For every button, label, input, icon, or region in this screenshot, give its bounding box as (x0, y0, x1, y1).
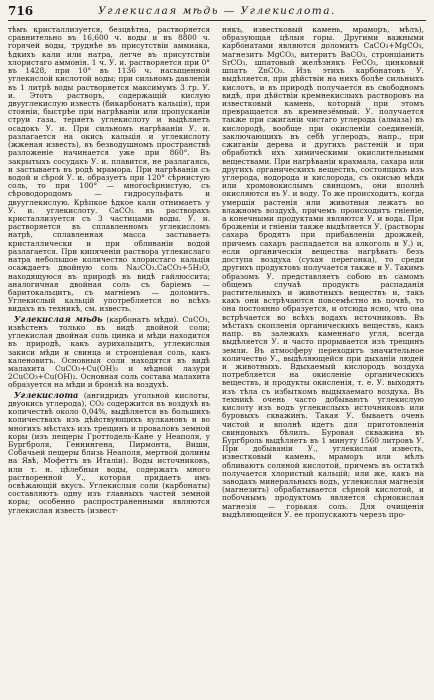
entry-carbonic-acid-continued: някъ, известковый камень, мраморъ, мѣлъ), образующая цѣлыя горы. Другими важными карбонатами являются доломитъ CaCO₃+MgCO₃, магнезитъ MgCO₃, витеритъ BaCO₃, стронціанитъ SrCO₃, шпатовый желѣзнякъ FeCO₃, цинковый шпатъ ZnCO₃. Изъ этихъ карбонатовъ У. выдѣляется, при дѣйствіи на нихъ болѣе сильныхъ кислотъ, и въ природѣ получается въ свободномъ видѣ, при дѣйствіи кремнекислыхъ растворовъ на известковый камень, который при этомъ превращается въ кремнезёмный. У. получается также при сжиганіи чистаго углерода (алмаза) въ кислородѣ, вообще при окисленіи соединеній, заключающихъ въ себѣ углеродъ, напр., при сжиганіи дерева и другихъ растеній и при обработкѣ ихъ химическими окислительными веществами. При нагрѣваніи крахмала, сахара или другихъ органическихъ веществъ, состоящихъ изъ углерода, водорода и кислорода, съ окисью мѣди или хромовокислымъ свинцомъ, они вполнѣ окисляются въ У. и воду. То же происходитъ, когда умершія растенія или животныя лежатъ во влажномъ воздухѣ, причемъ происходитъ гніеніе, а конечными продуктами являются У. и вода. При броженіи и гніеніи также выдѣляется У. (растворы сахара бродятъ при прибавленіи дрожжей, причемъ сахаръ распадается на алкоголь и У.) и, если органическія вещества нагрѣвать безъ доступа воздуха (сухая перегонка), то среди другихъ продуктовъ получается также и У. Такимъ образомъ У. представляетъ собою въ самомъ общемъ случаѣ продуктъ распаданія растительныхъ и животныхъ веществъ и, такъ какъ они встрѣчаются повсемѣстно въ почвѣ, то она постоянно образуется, и отсюда ясно, что она встрѣчается во всѣхъ водахъ источниковъ. Въ мѣстахъ скопленія органическихъ веществъ, какъ напр. въ залежахъ каменнаго угля, всегда выдѣляется У. и часто прорывается изъ трещинъ земли. Въ атмосферу переходитъ значительное количество У., выдѣляющейся при дыханіи людей и животныхъ. Вдыхаемый кислородъ воздуха потребляется на окисленіе органическихъ веществъ, и продукты окисленія, т. е. У. выходятъ изъ тѣла съ избыткомъ выдыхаемаго воздуха. Въ техникѣ очень часто добываютъ углекислую кислоту изъ водъ углекислыхъ источниковъ или буровыхъ скважинъ. Такая У. бываетъ очень чистой и вполнѣ идетъ для приготовленія свинцовыхъ бѣлилъ. Буровая скважина въ Бургброль выдѣляетъ въ 1 минуту 1560 литровъ У. При добываніи У., углекислая известь, известковый камень, мраморъ или мѣлъ обливаютъ соляной кислотой, причемъ въ остаткѣ получается хлористый кальцій; или же, какъ на заводахъ минеральныхъ водъ, углекислая магнезія (магнезитъ) обрабатывается сѣрной кислотой, и побочнымъ продуктомъ является сѣрнокислая магнезія — горькая соль. Для очищенія выдѣляющейся У. ее пропускаютъ черезъ про- (222, 26, 424, 519)
right-column (222, 26, 424, 694)
entry-copper-carbonate (8, 315, 210, 390)
entry-carbonic-acid-body: (ангидридъ угольной кислоты, двуокись углерода), CO₂ содержится въ воздухѣ въ количествѣ около 0,04%, выдѣляется въ большихъ количествахъ изъ дѣйствующихъ вулкановъ и во многихъ мѣстахъ изъ трещинъ и проваловъ земной коры (изъ пещеры Гроттодель-Кане у Неаполя, у Бургброля, Геннингена, Пирмонта, Виши, Собачьей пещеры близь Неаполя, мертвой долины на Явѣ, Мофеттъ въ Италіи). Воды источниковъ, или т. н. цѣлебныя воды, содержатъ много растворенной У., которая придаетъ имъ освѣжающій вкусъ. Углекислыя соли (карбонаты) составляютъ одну изъ главныхъ частей земной коры; особенно распространенными являются углекислая известь (извест- (8, 390, 210, 515)
entry-carbonic-acid (8, 391, 210, 515)
page-header (8, 4, 426, 20)
entry-calcium-carbonate-continued: тѣмъ кристаллизуется, безцвѣтна, растворяется сравнительно въ 16,600 ч. воды и въ 8800 ч. горячей воды, труднѣе въ присутствіи аммиака, ѣдкихъ кали или натра, легче въ присутствіи хлористаго аммонія. 1 ч. У. и. растворяется при 0° въ 1428, при 10° въ 1136 ч. насыщенной углекислой кислотой воды; при сильномъ давленіи въ 1 литрѣ воды растворяется максимумъ 3 гр. У. и. Этотъ растворъ, содержащій кислую двууглекислую известь (бикарбонатъ кальція), при стояніи, быстрѣе при нагрѣваніи или пропусканіи струи газа, теряетъ углекислоту и выдѣляетъ осадокъ У. и. При сильномъ нагрѣваніи У. и. разлагается на окись кальція и углекислоту (жженая известь), въ безводушномъ пространствѣ разложеніе начинается уже при 860°. Въ закрытыхъ сосудахъ У. и. плавится, не разлагаясь, и застываетъ въ родѣ мрамора. При нагрѣваніи съ водой и сѣрой У. и. образуетъ при 120° сѣрнистую соль, то при 100° — многосѣрнистую, съ сѣроводородомъ — гидросульфатъ и двууглекислую. Крѣпкое ѣдкое кали отнимаетъ у У. и. углекислоту. CaCO₃ въ растворахъ кристаллизуется съ 3 частицами воды. У. и. растворяется въ сплавленномъ углекисломъ натрѣ, сплавленная масса застываетъ кристаллически и при обливаніи водой разлагается. При кипяченіи раствора углекислаго натра небольшое количество хлористаго кальція осаждаетъ двойную соль Na₂CO₃.CaCO₃+5H₂O, находящуюся въ природѣ въ видѣ гайлюссита; аналогичная двойная соль съ баріемъ — баритокальцитъ, съ магніемъ — доломитъ. Углекислый кальцій употребляется во всѣхъ видахъ въ техникѣ, см. известь. (8, 26, 210, 314)
entry-copper-carbonate-body: (карбонатъ мѣди). CuCO₃, извѣстенъ только въ видѣ двойной соли; углекислая двойная соль цинка и мѣди находится въ природѣ, какъ аурихальцитъ, углекислыя закиси мѣди и свинца и стронціевая соль, какъ каленовитъ. Основныя соли находятся въ видѣ малахита CuCO₃+Cu(OH)₂ и мѣдной лазури 2CuCO₃+Cu(OH)₂. Основная соль состава малахита образуется на мѣди и бронзѣ на воздухѣ. (8, 314, 210, 390)
headword-carbonic-acid: Углекислота (14, 389, 79, 400)
left-column (8, 26, 210, 694)
running-title: Углекислая мѣдь — Углекислота. (98, 5, 336, 17)
header-rule (8, 20, 426, 21)
page-number: 716 (8, 4, 34, 18)
headword-copper-carbonate: Углекислая мѣдь (14, 313, 103, 324)
